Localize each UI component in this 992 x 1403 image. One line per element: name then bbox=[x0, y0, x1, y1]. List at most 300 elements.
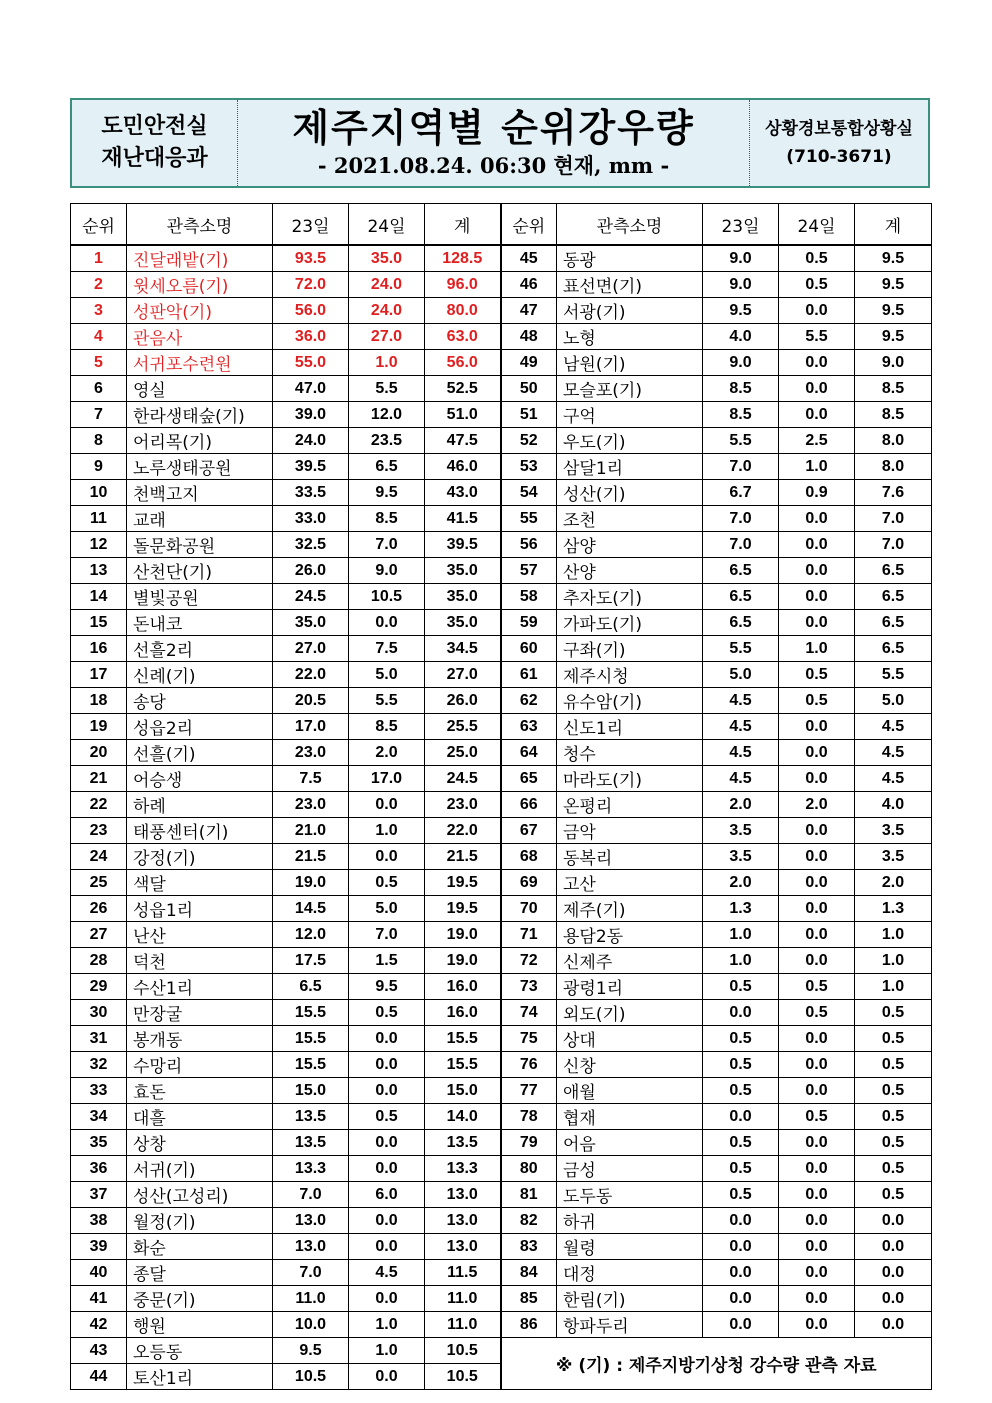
day24-cell: 0.0 bbox=[349, 1364, 425, 1390]
rank-cell: 4 bbox=[71, 324, 127, 350]
station-cell: 성읍1리 bbox=[127, 896, 273, 922]
day24-cell: 1.0 bbox=[349, 350, 425, 376]
station-cell: 용담2동 bbox=[557, 922, 703, 948]
day24-cell: 0.0 bbox=[779, 740, 855, 766]
day24-cell: 0.0 bbox=[349, 1234, 425, 1260]
total-cell: 0.5 bbox=[855, 1078, 932, 1104]
total-cell: 46.0 bbox=[425, 454, 501, 480]
total-cell: 11.0 bbox=[425, 1312, 501, 1338]
station-cell: 수산1리 bbox=[127, 974, 273, 1000]
table-row bbox=[71, 844, 932, 870]
day23-cell: 23.0 bbox=[273, 740, 349, 766]
day23-cell: 8.5 bbox=[703, 402, 779, 428]
station-cell: 효돈 bbox=[127, 1078, 273, 1104]
day24-cell: 0.5 bbox=[779, 662, 855, 688]
col-header-station: 관측소명 bbox=[127, 204, 273, 246]
report-subtitle: - 2021.08.24. 06:30 현재, mm - bbox=[317, 153, 670, 178]
table-row bbox=[71, 714, 932, 740]
total-cell: 39.5 bbox=[425, 532, 501, 558]
day23-cell: 9.5 bbox=[703, 298, 779, 324]
rank-cell: 65 bbox=[501, 766, 557, 792]
table-row bbox=[71, 428, 932, 454]
day24-cell: 0.0 bbox=[779, 922, 855, 948]
station-cell: 대흘 bbox=[127, 1104, 273, 1130]
day24-cell: 1.0 bbox=[349, 818, 425, 844]
day24-cell: 5.0 bbox=[349, 662, 425, 688]
day23-cell: 21.5 bbox=[273, 844, 349, 870]
day24-cell: 2.0 bbox=[779, 792, 855, 818]
day24-cell: 0.0 bbox=[349, 1208, 425, 1234]
total-cell: 5.0 bbox=[855, 688, 932, 714]
total-cell: 2.0 bbox=[855, 870, 932, 896]
day23-cell: 11.0 bbox=[273, 1286, 349, 1312]
day23-cell: 15.5 bbox=[273, 1052, 349, 1078]
table-body bbox=[71, 245, 932, 1390]
day24-cell: 23.5 bbox=[349, 428, 425, 454]
station-cell: 한라생태숲(기) bbox=[127, 402, 273, 428]
day23-cell: 0.0 bbox=[703, 1104, 779, 1130]
station-cell: 고산 bbox=[557, 870, 703, 896]
total-cell: 13.0 bbox=[425, 1234, 501, 1260]
day24-cell: 1.0 bbox=[779, 636, 855, 662]
station-cell: 성판악(기) bbox=[127, 298, 273, 324]
day23-cell: 27.0 bbox=[273, 636, 349, 662]
day24-cell: 0.5 bbox=[349, 870, 425, 896]
day23-cell: 7.5 bbox=[273, 766, 349, 792]
day23-cell: 72.0 bbox=[273, 272, 349, 298]
rank-cell: 45 bbox=[501, 245, 557, 272]
table-row bbox=[71, 1182, 932, 1208]
table-row bbox=[71, 662, 932, 688]
rank-cell: 9 bbox=[71, 454, 127, 480]
total-cell: 0.0 bbox=[855, 1234, 932, 1260]
total-cell: 96.0 bbox=[425, 272, 501, 298]
col-header-total: 계 bbox=[855, 204, 932, 246]
day24-cell: 7.5 bbox=[349, 636, 425, 662]
day23-cell: 0.5 bbox=[703, 1182, 779, 1208]
rank-cell: 69 bbox=[501, 870, 557, 896]
total-cell: 7.6 bbox=[855, 480, 932, 506]
total-cell: 35.0 bbox=[425, 584, 501, 610]
station-cell: 협재 bbox=[557, 1104, 703, 1130]
rank-cell: 83 bbox=[501, 1234, 557, 1260]
day24-cell: 5.5 bbox=[349, 688, 425, 714]
day24-cell: 9.0 bbox=[349, 558, 425, 584]
table-row bbox=[71, 1000, 932, 1026]
rank-cell: 53 bbox=[501, 454, 557, 480]
rank-cell: 17 bbox=[71, 662, 127, 688]
day23-cell: 9.5 bbox=[273, 1338, 349, 1364]
office-box bbox=[750, 100, 928, 186]
rank-cell: 23 bbox=[71, 818, 127, 844]
day24-cell: 0.0 bbox=[779, 610, 855, 636]
total-cell: 0.5 bbox=[855, 1104, 932, 1130]
day23-cell: 14.5 bbox=[273, 896, 349, 922]
day23-cell: 26.0 bbox=[273, 558, 349, 584]
station-cell: 구좌(기) bbox=[557, 636, 703, 662]
rank-cell: 19 bbox=[71, 714, 127, 740]
total-cell: 0.0 bbox=[855, 1260, 932, 1286]
rank-cell: 3 bbox=[71, 298, 127, 324]
day23-cell: 93.5 bbox=[273, 245, 349, 272]
station-cell: 태풍센터(기) bbox=[127, 818, 273, 844]
total-cell: 27.0 bbox=[425, 662, 501, 688]
day23-cell: 7.0 bbox=[703, 506, 779, 532]
rank-cell: 39 bbox=[71, 1234, 127, 1260]
day24-cell: 0.5 bbox=[779, 272, 855, 298]
rank-cell: 50 bbox=[501, 376, 557, 402]
table-row bbox=[71, 480, 932, 506]
total-cell: 43.0 bbox=[425, 480, 501, 506]
total-cell: 8.5 bbox=[855, 376, 932, 402]
col-header-day23: 23일 bbox=[273, 204, 349, 246]
total-cell: 35.0 bbox=[425, 610, 501, 636]
station-cell: 월정(기) bbox=[127, 1208, 273, 1234]
total-cell: 9.0 bbox=[855, 350, 932, 376]
day23-cell: 9.0 bbox=[703, 272, 779, 298]
day23-cell: 35.0 bbox=[273, 610, 349, 636]
total-cell: 11.0 bbox=[425, 1286, 501, 1312]
office-phone: (710-3671) bbox=[786, 147, 892, 167]
day24-cell: 17.0 bbox=[349, 766, 425, 792]
total-cell: 19.5 bbox=[425, 896, 501, 922]
total-cell: 19.5 bbox=[425, 870, 501, 896]
station-cell: 봉개동 bbox=[127, 1026, 273, 1052]
day24-cell: 0.0 bbox=[349, 844, 425, 870]
total-cell: 8.0 bbox=[855, 454, 932, 480]
table-header-row bbox=[71, 204, 932, 246]
table-row bbox=[71, 948, 932, 974]
total-cell: 51.0 bbox=[425, 402, 501, 428]
station-cell: 애월 bbox=[557, 1078, 703, 1104]
day24-cell: 0.5 bbox=[779, 1104, 855, 1130]
station-cell: 덕천 bbox=[127, 948, 273, 974]
rank-cell: 11 bbox=[71, 506, 127, 532]
day23-cell: 6.5 bbox=[703, 610, 779, 636]
rank-cell: 81 bbox=[501, 1182, 557, 1208]
station-cell: 성산(기) bbox=[557, 480, 703, 506]
day23-cell: 0.5 bbox=[703, 1052, 779, 1078]
total-cell: 15.5 bbox=[425, 1052, 501, 1078]
rank-cell: 42 bbox=[71, 1312, 127, 1338]
table-row bbox=[71, 870, 932, 896]
table-row bbox=[71, 402, 932, 428]
day23-cell: 15.0 bbox=[273, 1078, 349, 1104]
total-cell: 24.5 bbox=[425, 766, 501, 792]
total-cell: 16.0 bbox=[425, 974, 501, 1000]
day24-cell: 7.0 bbox=[349, 532, 425, 558]
station-cell: 성읍2리 bbox=[127, 714, 273, 740]
total-cell: 5.5 bbox=[855, 662, 932, 688]
col-header-day24: 24일 bbox=[779, 204, 855, 246]
station-cell: 항파두리 bbox=[557, 1312, 703, 1338]
rank-cell: 24 bbox=[71, 844, 127, 870]
rank-cell: 29 bbox=[71, 974, 127, 1000]
day23-cell: 13.5 bbox=[273, 1130, 349, 1156]
station-cell: 상대 bbox=[557, 1026, 703, 1052]
rank-cell: 21 bbox=[71, 766, 127, 792]
total-cell: 9.5 bbox=[855, 298, 932, 324]
rank-cell: 5 bbox=[71, 350, 127, 376]
day23-cell: 33.5 bbox=[273, 480, 349, 506]
rank-cell: 13 bbox=[71, 558, 127, 584]
title-box bbox=[238, 100, 750, 186]
rank-cell: 32 bbox=[71, 1052, 127, 1078]
station-cell: 삼양 bbox=[557, 532, 703, 558]
day24-cell: 0.0 bbox=[779, 298, 855, 324]
total-cell: 22.0 bbox=[425, 818, 501, 844]
rank-cell: 44 bbox=[71, 1364, 127, 1390]
total-cell: 1.0 bbox=[855, 974, 932, 1000]
day24-cell: 9.5 bbox=[349, 974, 425, 1000]
col-header-day24: 24일 bbox=[349, 204, 425, 246]
rank-cell: 62 bbox=[501, 688, 557, 714]
station-cell: 선흘2리 bbox=[127, 636, 273, 662]
department-line-2: 재난대응과 bbox=[101, 146, 208, 171]
report-title: 제주지역별 순위강우량 bbox=[292, 106, 695, 150]
total-cell: 0.0 bbox=[855, 1286, 932, 1312]
total-cell: 13.5 bbox=[425, 1130, 501, 1156]
station-cell: 중문(기) bbox=[127, 1286, 273, 1312]
department-line-1: 도민안전실 bbox=[101, 114, 208, 139]
total-cell: 0.5 bbox=[855, 1052, 932, 1078]
day24-cell: 1.0 bbox=[349, 1338, 425, 1364]
day23-cell: 0.5 bbox=[703, 1078, 779, 1104]
total-cell: 16.0 bbox=[425, 1000, 501, 1026]
station-cell: 우도(기) bbox=[557, 428, 703, 454]
station-cell: 종달 bbox=[127, 1260, 273, 1286]
day23-cell: 0.5 bbox=[703, 1026, 779, 1052]
table-row bbox=[71, 558, 932, 584]
day24-cell: 0.0 bbox=[349, 1130, 425, 1156]
total-cell: 9.5 bbox=[855, 245, 932, 272]
station-cell: 조천 bbox=[557, 506, 703, 532]
day23-cell: 10.0 bbox=[273, 1312, 349, 1338]
col-header-day23: 23일 bbox=[703, 204, 779, 246]
day24-cell: 0.0 bbox=[779, 948, 855, 974]
table-row bbox=[71, 922, 932, 948]
day23-cell: 5.0 bbox=[703, 662, 779, 688]
day23-cell: 36.0 bbox=[273, 324, 349, 350]
rank-cell: 38 bbox=[71, 1208, 127, 1234]
table-row bbox=[71, 688, 932, 714]
rank-cell: 14 bbox=[71, 584, 127, 610]
day24-cell: 0.5 bbox=[349, 1104, 425, 1130]
table-row bbox=[71, 1104, 932, 1130]
station-cell: 가파도(기) bbox=[557, 610, 703, 636]
col-header-total: 계 bbox=[425, 204, 501, 246]
day24-cell: 0.0 bbox=[779, 532, 855, 558]
total-cell: 19.0 bbox=[425, 922, 501, 948]
rank-cell: 30 bbox=[71, 1000, 127, 1026]
table-row bbox=[71, 792, 932, 818]
day24-cell: 10.5 bbox=[349, 584, 425, 610]
station-cell: 하례 bbox=[127, 792, 273, 818]
rank-cell: 25 bbox=[71, 870, 127, 896]
day24-cell: 0.0 bbox=[779, 1026, 855, 1052]
day24-cell: 8.5 bbox=[349, 506, 425, 532]
day23-cell: 9.0 bbox=[703, 350, 779, 376]
table-row bbox=[71, 1312, 932, 1338]
rank-cell: 33 bbox=[71, 1078, 127, 1104]
rank-cell: 56 bbox=[501, 532, 557, 558]
day24-cell: 1.0 bbox=[349, 1312, 425, 1338]
rank-cell: 34 bbox=[71, 1104, 127, 1130]
table-row bbox=[71, 1156, 932, 1182]
station-cell: 표선면(기) bbox=[557, 272, 703, 298]
total-cell: 7.0 bbox=[855, 532, 932, 558]
day24-cell: 0.0 bbox=[779, 558, 855, 584]
rank-cell: 2 bbox=[71, 272, 127, 298]
station-cell: 성산(고성리) bbox=[127, 1182, 273, 1208]
total-cell: 19.0 bbox=[425, 948, 501, 974]
day24-cell: 6.0 bbox=[349, 1182, 425, 1208]
day23-cell: 6.5 bbox=[703, 558, 779, 584]
table-row bbox=[71, 818, 932, 844]
total-cell: 15.0 bbox=[425, 1078, 501, 1104]
day23-cell: 0.0 bbox=[703, 1000, 779, 1026]
table-row bbox=[71, 1338, 932, 1364]
rank-cell: 66 bbox=[501, 792, 557, 818]
day24-cell: 0.0 bbox=[779, 1312, 855, 1338]
rank-cell: 72 bbox=[501, 948, 557, 974]
rank-cell: 8 bbox=[71, 428, 127, 454]
day24-cell: 12.0 bbox=[349, 402, 425, 428]
day23-cell: 47.0 bbox=[273, 376, 349, 402]
day23-cell: 56.0 bbox=[273, 298, 349, 324]
total-cell: 6.5 bbox=[855, 610, 932, 636]
station-cell: 도두동 bbox=[557, 1182, 703, 1208]
station-cell: 유수암(기) bbox=[557, 688, 703, 714]
day24-cell: 0.5 bbox=[779, 974, 855, 1000]
col-header-rank: 순위 bbox=[501, 204, 557, 246]
total-cell: 8.0 bbox=[855, 428, 932, 454]
station-cell: 만장굴 bbox=[127, 1000, 273, 1026]
total-cell: 25.0 bbox=[425, 740, 501, 766]
day23-cell: 39.5 bbox=[273, 454, 349, 480]
day24-cell: 5.5 bbox=[779, 324, 855, 350]
table-row bbox=[71, 974, 932, 1000]
rank-cell: 28 bbox=[71, 948, 127, 974]
total-cell: 35.0 bbox=[425, 558, 501, 584]
day24-cell: 0.5 bbox=[779, 688, 855, 714]
day23-cell: 7.0 bbox=[273, 1182, 349, 1208]
day24-cell: 0.5 bbox=[349, 1000, 425, 1026]
station-cell: 천백고지 bbox=[127, 480, 273, 506]
rank-cell: 46 bbox=[501, 272, 557, 298]
day24-cell: 0.5 bbox=[779, 1000, 855, 1026]
total-cell: 1.3 bbox=[855, 896, 932, 922]
day23-cell: 13.3 bbox=[273, 1156, 349, 1182]
rank-cell: 10 bbox=[71, 480, 127, 506]
day24-cell: 0.0 bbox=[779, 766, 855, 792]
total-cell: 1.0 bbox=[855, 948, 932, 974]
day23-cell: 2.0 bbox=[703, 792, 779, 818]
station-cell: 상창 bbox=[127, 1130, 273, 1156]
day24-cell: 2.5 bbox=[779, 428, 855, 454]
day24-cell: 0.0 bbox=[779, 1052, 855, 1078]
rank-cell: 77 bbox=[501, 1078, 557, 1104]
total-cell: 23.0 bbox=[425, 792, 501, 818]
station-cell: 산천단(기) bbox=[127, 558, 273, 584]
station-cell: 행원 bbox=[127, 1312, 273, 1338]
rank-cell: 7 bbox=[71, 402, 127, 428]
station-cell: 강정(기) bbox=[127, 844, 273, 870]
station-cell: 신례(기) bbox=[127, 662, 273, 688]
day23-cell: 9.0 bbox=[703, 245, 779, 272]
table-row bbox=[71, 532, 932, 558]
total-cell: 25.5 bbox=[425, 714, 501, 740]
rank-cell: 16 bbox=[71, 636, 127, 662]
day23-cell: 0.5 bbox=[703, 1156, 779, 1182]
rank-cell: 36 bbox=[71, 1156, 127, 1182]
office-name: 상황경보통합상황실 bbox=[765, 119, 913, 139]
total-cell: 0.5 bbox=[855, 1000, 932, 1026]
total-cell: 10.5 bbox=[425, 1338, 501, 1364]
table-row bbox=[71, 1130, 932, 1156]
station-cell: 남원(기) bbox=[557, 350, 703, 376]
total-cell: 0.5 bbox=[855, 1182, 932, 1208]
rank-cell: 57 bbox=[501, 558, 557, 584]
station-cell: 화순 bbox=[127, 1234, 273, 1260]
day23-cell: 6.5 bbox=[273, 974, 349, 1000]
day23-cell: 15.5 bbox=[273, 1000, 349, 1026]
day24-cell: 0.0 bbox=[779, 844, 855, 870]
total-cell: 128.5 bbox=[425, 245, 501, 272]
day23-cell: 8.5 bbox=[703, 376, 779, 402]
day23-cell: 4.5 bbox=[703, 740, 779, 766]
rank-cell: 27 bbox=[71, 922, 127, 948]
day24-cell: 1.0 bbox=[779, 454, 855, 480]
day24-cell: 0.0 bbox=[779, 1078, 855, 1104]
report-header bbox=[70, 98, 930, 188]
day24-cell: 27.0 bbox=[349, 324, 425, 350]
day23-cell: 7.0 bbox=[703, 454, 779, 480]
day24-cell: 0.0 bbox=[349, 792, 425, 818]
day23-cell: 13.5 bbox=[273, 1104, 349, 1130]
day24-cell: 0.0 bbox=[779, 1234, 855, 1260]
total-cell: 3.5 bbox=[855, 844, 932, 870]
rank-cell: 68 bbox=[501, 844, 557, 870]
day24-cell: 0.0 bbox=[349, 1052, 425, 1078]
rank-cell: 20 bbox=[71, 740, 127, 766]
rank-cell: 85 bbox=[501, 1286, 557, 1312]
station-cell: 진달래밭(기) bbox=[127, 245, 273, 272]
total-cell: 13.3 bbox=[425, 1156, 501, 1182]
station-cell: 동광 bbox=[557, 245, 703, 272]
total-cell: 4.5 bbox=[855, 740, 932, 766]
station-cell: 마라도(기) bbox=[557, 766, 703, 792]
rank-cell: 75 bbox=[501, 1026, 557, 1052]
day23-cell: 6.7 bbox=[703, 480, 779, 506]
rank-cell: 58 bbox=[501, 584, 557, 610]
day24-cell: 8.5 bbox=[349, 714, 425, 740]
day23-cell: 21.0 bbox=[273, 818, 349, 844]
rank-cell: 1 bbox=[71, 245, 127, 272]
rank-cell: 6 bbox=[71, 376, 127, 402]
table-row bbox=[71, 896, 932, 922]
day24-cell: 0.0 bbox=[349, 1156, 425, 1182]
total-cell: 0.5 bbox=[855, 1130, 932, 1156]
day24-cell: 0.0 bbox=[779, 376, 855, 402]
rank-cell: 63 bbox=[501, 714, 557, 740]
station-cell: 노형 bbox=[557, 324, 703, 350]
station-cell: 서귀포수련원 bbox=[127, 350, 273, 376]
day23-cell: 17.0 bbox=[273, 714, 349, 740]
station-cell: 신창 bbox=[557, 1052, 703, 1078]
day24-cell: 35.0 bbox=[349, 245, 425, 272]
table-row bbox=[71, 1234, 932, 1260]
